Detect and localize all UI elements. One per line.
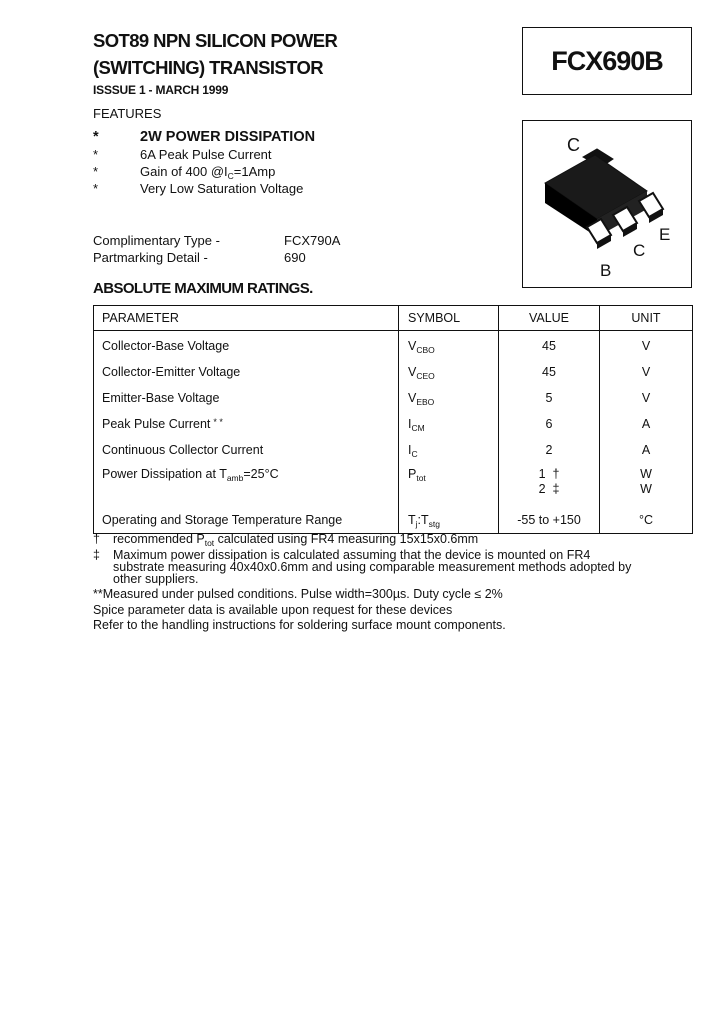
double-dagger-mark: ‡ — [93, 548, 100, 562]
features-heading: FEATURES — [93, 106, 162, 121]
note-max-power-dissipation: ‡ Maximum power dissipation is calculated assuming that the device is mounted on FR4 substrate measuring 40x40x0.6mm and using comparable measurement methods adopted by other suppliers. — [93, 548, 632, 586]
header-parameter: PARAMETER — [94, 306, 399, 331]
document-title-line-1: SOT89 NPN SILICON POWER — [93, 30, 338, 51]
complementary-type-value: FCX790A — [284, 233, 341, 248]
header-unit: UNIT — [600, 306, 693, 331]
feature-item — [93, 164, 393, 180]
dagger-mark: † — [93, 532, 100, 546]
note-handling-instructions: Refer to the handling instructions for soldering surface mount components. — [93, 618, 506, 632]
row-value: 5 — [499, 385, 600, 411]
row-value: 45 — [499, 331, 600, 360]
part-number: FCX690B — [551, 45, 663, 76]
row-unit: V — [600, 331, 693, 360]
row-value: -55 to +150 — [499, 507, 600, 534]
row-value: 6 — [499, 411, 600, 437]
row-value: 2 — [499, 437, 600, 463]
part-number-box — [522, 27, 692, 95]
note-pulsed-conditions: **Measured under pulsed conditions. Pulse width=300µs. Duty cycle ≤ 2% — [93, 587, 503, 601]
feature-bullet: * — [93, 147, 99, 162]
header-value: VALUE — [499, 306, 600, 331]
row-unit: °C — [600, 507, 693, 534]
row-symbol: $V_{CBO}$ — [399, 331, 499, 360]
pin-label-b: B — [600, 261, 612, 280]
partmarking-value: 690 — [284, 250, 306, 265]
row-parameter: Power Dissipation at $T_{amb}=25^\circ C$ — [94, 463, 399, 507]
table-row — [94, 463, 693, 507]
row-parameter: Peak Pulse Current * * — [94, 411, 399, 437]
ratings-section-title: ABSOLUTE MAXIMUM RATINGS. — [93, 280, 313, 297]
absolute-maximum-ratings-table — [93, 305, 693, 534]
table-row — [94, 359, 693, 385]
table-row — [94, 507, 693, 534]
row-parameter: Collector-Base Voltage — [94, 331, 399, 360]
issue-date: ISSSUE 1 - MARCH 1999 — [93, 83, 229, 97]
row-symbol: $I_{CM}$ — [399, 411, 499, 437]
row-parameter: Continuous Collector Current — [94, 437, 399, 463]
package-drawing-box — [522, 120, 692, 288]
complementary-type-label: Complimentary Type - — [93, 233, 220, 248]
document-title-line-2: (SWITCHING) TRANSISTOR — [93, 57, 324, 78]
row-parameter: Emitter-Base Voltage — [94, 385, 399, 411]
feature-item — [93, 129, 393, 147]
row-unit: V — [600, 385, 693, 411]
table-row — [94, 411, 693, 437]
row-unit: V — [600, 359, 693, 385]
row-unit: W W — [600, 463, 693, 507]
feature-item — [93, 181, 393, 197]
feature-bullet: * — [93, 181, 99, 196]
note-spice-data: Spice parameter data is available upon request for these devices — [93, 603, 453, 617]
row-symbol: $V_{CEO}$ — [399, 359, 499, 385]
row-value: 45 — [499, 359, 600, 385]
table-row — [94, 331, 693, 360]
header-symbol: SYMBOL — [399, 306, 499, 331]
feature-text: 2W POWER DISSIPATION — [140, 129, 316, 145]
row-symbol: $I_C$ — [399, 437, 499, 463]
feature-text-gain: Gain of 400 $@I_C=1Amp$ — [140, 164, 276, 181]
partmarking-label: Partmarking Detail - — [93, 250, 208, 265]
pin-label-e: E — [659, 225, 671, 244]
row-symbol: $P_{tot}$ — [399, 463, 499, 507]
feature-text: Very Low Saturation Voltage — [140, 181, 304, 196]
row-symbol: $T_j:T_{stg}$ — [399, 507, 499, 534]
feature-bullet: * — [93, 164, 99, 179]
pin-label-c-bottom: C — [633, 241, 646, 260]
row-unit: A — [600, 411, 693, 437]
pin-label-c-top: C — [567, 135, 580, 155]
table-header-row — [94, 306, 693, 331]
row-symbol: $V_{EBO}$ — [399, 385, 499, 411]
table-row — [94, 437, 693, 463]
row-unit: A — [600, 437, 693, 463]
table-row — [94, 385, 693, 411]
row-parameter: Collector-Emitter Voltage — [94, 359, 399, 385]
note-recommended-ptot: † recommended $P_{tot}$ calculated using FR4 measuring 15x15x0.6mm — [93, 532, 479, 548]
feature-bullet: * — [93, 129, 99, 145]
feature-text: 6A Peak Pulse Current — [140, 147, 272, 162]
feature-item — [93, 147, 393, 163]
row-value: 1 † 2 ‡ — [499, 463, 600, 507]
row-parameter: Operating and Storage Temperature Range — [94, 507, 399, 534]
